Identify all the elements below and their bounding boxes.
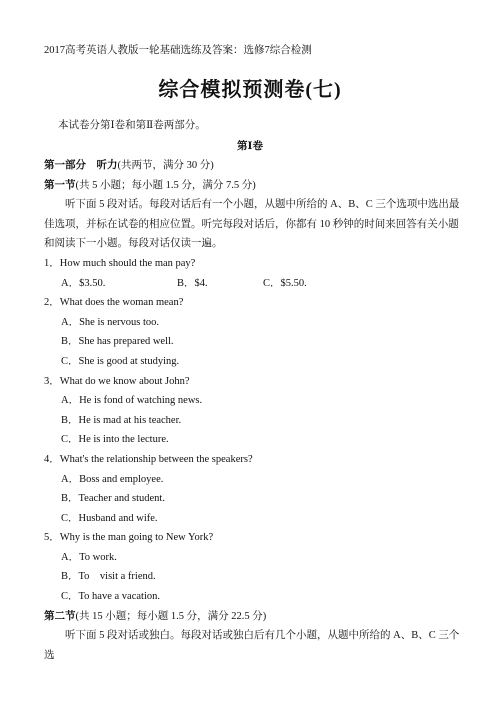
part1-note: (共两节，满分 30 分) bbox=[117, 160, 214, 171]
option-b: B．He is mad at his teacher. bbox=[61, 414, 182, 426]
section1-note: (共 5 小题；每小题 1.5 分，满分 7.5 分) bbox=[75, 179, 256, 191]
question-1-options bbox=[44, 274, 464, 294]
section2-label: 第二节 bbox=[44, 610, 76, 622]
section1-label: 第一节 bbox=[44, 179, 76, 191]
page-header: 2017高考英语人教版一轮基础选练及答案：选修7综合检测 bbox=[44, 45, 312, 56]
section2-note: (共 15 小题；每小题 1.5 分，满分 22.5 分) bbox=[75, 610, 267, 622]
question-2: 2．What does the woman mean? bbox=[44, 297, 184, 309]
page-title: 综合模拟预测卷(七) bbox=[158, 79, 342, 101]
section1-directions: 听下面 5 段对话。每段对话后有一个小题，从题中所给的 A、B、C 三个选项中选出最佳选项，并标在试卷的相应位置。听完每段对话后，你都有 10 秒钟的时间来回答有关小题和阅读下一小题。每段对话仅读一遍。 bbox=[44, 199, 460, 250]
intro-text: 本试卷分第Ⅰ卷和第Ⅱ卷两部分。 bbox=[58, 120, 206, 131]
option-b: B．To visit a friend. bbox=[61, 571, 156, 583]
option-b: B．Teacher and student. bbox=[61, 493, 165, 505]
option-c: C．Husband and wife. bbox=[61, 512, 158, 524]
option-c: C．He is into the lecture. bbox=[61, 434, 169, 446]
section2-heading bbox=[44, 607, 464, 627]
option-a: A．To work. bbox=[61, 551, 117, 563]
question-4: 4．What's the relationship between the speakers? bbox=[44, 453, 253, 465]
part1-heading bbox=[44, 156, 464, 176]
question-1: 1．How much should the man pay? bbox=[44, 257, 196, 269]
part1-label: 第一部分 听力 bbox=[44, 160, 118, 171]
option-a: A．She is nervous too. bbox=[61, 316, 159, 328]
option-a: A．Boss and employee. bbox=[61, 473, 164, 485]
option-b: B．$4. bbox=[177, 277, 208, 289]
option-c: C．$5.50. bbox=[263, 277, 307, 289]
option-b: B．She has prepared well. bbox=[61, 336, 174, 348]
volume-heading: 第Ⅰ卷 bbox=[237, 141, 263, 152]
option-c: C．To have a vacation. bbox=[61, 591, 160, 603]
option-c: C．She is good at studying. bbox=[61, 355, 180, 367]
option-a: A．$3.50. bbox=[61, 277, 106, 289]
section1-heading bbox=[44, 176, 464, 196]
question-3: 3．What do we know about John? bbox=[44, 375, 190, 387]
section2-directions: 听下面 5 段对话或独白。每段对话或独白后有几个小题，从题中所给的 A、B、C 三个选 bbox=[44, 630, 460, 661]
exam-content bbox=[44, 156, 464, 665]
question-5: 5．Why is the man going to New York? bbox=[44, 532, 214, 544]
option-a: A．He is fond of watching news. bbox=[61, 395, 203, 407]
